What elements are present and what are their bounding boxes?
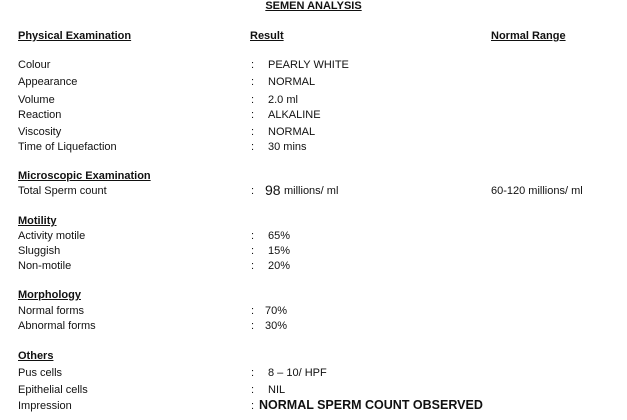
morphology-header: Morphology xyxy=(18,289,81,301)
sperm-count-normal-range: 60-120 millions/ ml xyxy=(491,185,583,197)
colon: : xyxy=(251,94,255,106)
abnormal-forms-value: 30% xyxy=(265,320,288,332)
activity-motile-value: 65% xyxy=(268,230,291,242)
appearance-value: NORMAL xyxy=(268,76,316,88)
colon: : xyxy=(251,185,255,197)
colon: : xyxy=(251,109,255,121)
colon: : xyxy=(251,126,255,138)
epithelial-cells-value: NIL xyxy=(268,384,286,396)
sluggish-label: Sluggish xyxy=(18,245,61,257)
colon: : xyxy=(251,260,255,272)
sperm-count-label: Total Sperm count xyxy=(18,185,107,197)
physical-exam-header: Physical Examination xyxy=(18,30,132,42)
activity-motile-label: Activity motile xyxy=(18,230,86,242)
pus-cells-label: Pus cells xyxy=(18,367,63,379)
colon: : xyxy=(251,230,255,242)
sperm-count-number: 98 xyxy=(265,182,281,198)
colour-label: Colour xyxy=(18,59,51,71)
colon: : xyxy=(251,305,255,317)
abnormal-forms-label: Abnormal forms xyxy=(18,320,96,332)
colon: : xyxy=(251,400,255,412)
epithelial-cells-label: Epithelial cells xyxy=(18,384,88,396)
viscosity-label: Viscosity xyxy=(18,126,62,138)
sperm-count-unit: millions/ ml xyxy=(284,185,339,197)
volume-label: Volume xyxy=(18,94,55,106)
colon: : xyxy=(251,245,255,257)
normal-forms-value: 70% xyxy=(265,305,288,317)
impression-value: NORMAL SPERM COUNT OBSERVED xyxy=(259,398,483,412)
normal-forms-label: Normal forms xyxy=(18,305,85,317)
colon: : xyxy=(251,59,255,71)
colon: : xyxy=(251,367,255,379)
microscopic-header: Microscopic Examination xyxy=(18,170,151,182)
colon: : xyxy=(251,320,255,332)
reaction-value: ALKALINE xyxy=(268,109,321,121)
colon: : xyxy=(251,141,255,153)
liquefaction-label: Time of Liquefaction xyxy=(18,141,117,153)
report-title: SEMEN ANALYSIS xyxy=(265,0,362,12)
colon: : xyxy=(251,384,255,396)
result-header: Result xyxy=(250,30,284,42)
liquefaction-value: 30 mins xyxy=(268,141,307,153)
impression-label: Impression xyxy=(18,400,72,412)
non-motile-label: Non-motile xyxy=(18,260,72,272)
pus-cells-value: 8 – 10/ HPF xyxy=(268,367,327,379)
normal-range-header: Normal Range xyxy=(491,30,566,42)
non-motile-value: 20% xyxy=(268,260,291,272)
motility-header: Motility xyxy=(18,215,57,227)
colour-value: PEARLY WHITE xyxy=(268,59,349,71)
volume-value: 2.0 ml xyxy=(268,94,298,106)
reaction-label: Reaction xyxy=(18,109,62,121)
viscosity-value: NORMAL xyxy=(268,126,316,138)
appearance-label: Appearance xyxy=(18,76,78,88)
others-header: Others xyxy=(18,350,54,362)
colon: : xyxy=(251,76,255,88)
sluggish-value: 15% xyxy=(268,245,291,257)
